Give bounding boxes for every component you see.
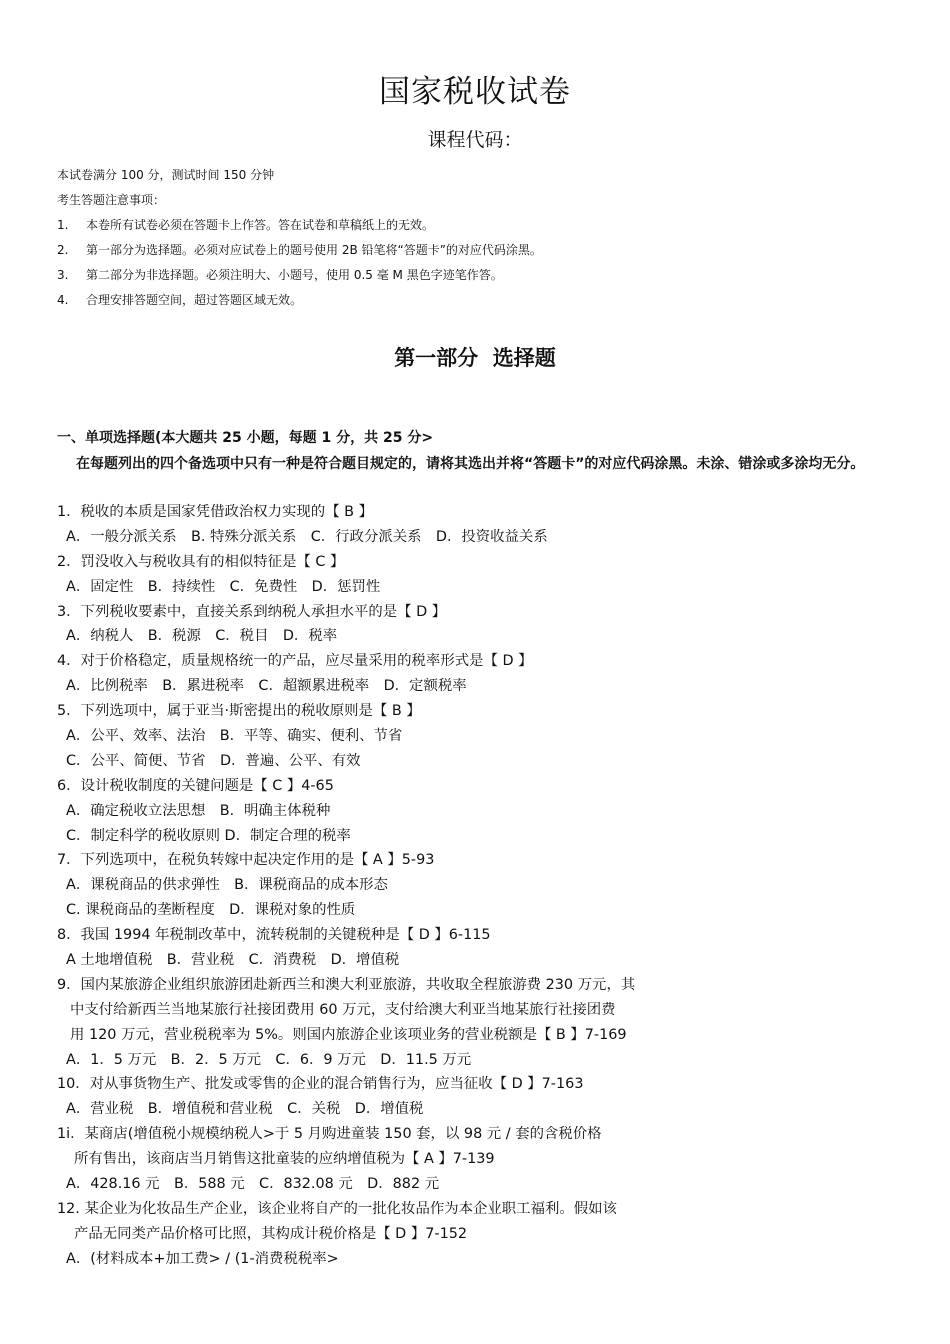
notes-heading: 考生答题注意事项：	[57, 193, 166, 207]
note-item	[57, 288, 542, 313]
question-stem-continued: 所有售出，该商店当月销售这批童装的应纳增值税为【 A 】7-139	[74, 1151, 495, 1168]
course-code-label: 课程代码：	[427, 129, 523, 151]
question-stem: 10．对从事货物生产、批发或零售的企业的混合销售行为，应当征收【 D 】7-163	[57, 1076, 584, 1093]
note-item	[57, 263, 542, 288]
note-number: 1.	[57, 218, 69, 232]
question-list	[57, 500, 635, 1272]
answer-options: A．(材料成本+加工费> / (1-消费税税率>	[66, 1250, 339, 1267]
answer-options: A．课税商品的供求弹性 B．课税商品的成本形态	[66, 877, 388, 894]
answer-options: A．营业税 B．增值税和营业税 C．关税 D．增值税	[66, 1101, 424, 1118]
question-stem: 9．国内某旅游企业组织旅游团赴新西兰和澳大利亚旅游，共收取全程旅游费 230 万元，其	[57, 976, 636, 993]
note-text: 本卷所有试卷必须在答题卡上作答。答在试卷和草稿纸上的无效。	[86, 218, 435, 232]
question-stem: 6．设计税收制度的关键问题是【 C 】4-65	[57, 777, 334, 794]
question-stem-continued: 中支付给新西兰当地某旅行社接团费用 60 万元，支付给澳大利亚当地某旅行社接团费	[70, 1001, 616, 1018]
answer-options: A 土地增值税 B．营业税 C．消费税 D．增值税	[66, 952, 400, 969]
exam-notes	[57, 163, 542, 313]
note-item	[57, 238, 542, 263]
note-text: 第一部分为选择题。必须对应试卷上的题号使用 2B 铅笔将“答题卡”的对应代码涂黑。	[86, 243, 542, 257]
question-stem: 12. 某企业为化妆品生产企业，该企业将自产的一批化妆品作为本企业职工福利。假如该	[57, 1200, 617, 1217]
question-stem: 1i．某商店(增值税小规模纳税人>于 5 月购进童装 150 套，以 98 元 / 套的含税价格	[57, 1126, 602, 1143]
section-instruction: 在每题列出的四个备选项中只有一种是符合题目规定的，请将其选出并将“答题卡”的对应代码涂黑。未涂、错涂或多涂均无分。	[76, 456, 865, 472]
note-item	[57, 213, 542, 238]
answer-options: A．纳税人 B．税源 C．税目 D．税率	[66, 628, 338, 645]
answer-options: C．公平、简便、节省 D．普遍、公平、有效	[66, 752, 361, 769]
answer-options: A．公平、效率、法治 B．平等、确实、便利、节省	[66, 728, 403, 745]
note-text: 第二部分为非选择题。必须注明大、小题号，使用 0.5 毫 M 黑色字迹笔作答。	[86, 268, 503, 282]
question-stem: 7．下列选项中，在税负转嫁中起决定作用的是【 A 】5-93	[57, 852, 435, 869]
question-stem: 8．我国 1994 年税制改革中，流转税制的关键税种是【 D 】6-115	[57, 927, 491, 944]
note-number: 2.	[57, 243, 69, 257]
answer-options: A．一般分派关系 B. 特殊分派关系 C．行政分派关系 D．投资收益关系	[66, 528, 548, 545]
score-time-note: 本试卷满分 100 分，测试时间 150 分钟	[57, 168, 275, 182]
note-text: 合理安排答题空间，超过答题区域无效。	[86, 293, 303, 307]
question-stem-continued: 用 120 万元，营业税税率为 5%。则国内旅游企业该项业务的营业税额是【 B 】7-169	[70, 1026, 627, 1043]
answer-options: A．固定性 B．持续性 C．免费性 D．惩罚性	[66, 578, 381, 595]
question-stem-continued: 产品无同类产品价格可比照，其构成计税价格是【 D 】7-152	[74, 1225, 468, 1242]
question-stem: 3．下列税收要素中，直接关系到纳税人承担水平的是【 D 】	[57, 603, 447, 620]
section-heading: 一、单项选择题(本大题共 25 小题，每题 1 分，共 25 分>	[57, 430, 434, 446]
answer-options: A．428.16 元 B．588 元 C．832.08 元 D．882 元	[66, 1176, 440, 1193]
question-stem: 4．对于价格稳定，质量规格统一的产品，应尽量采用的税率形式是【 D 】	[57, 653, 533, 670]
note-number: 4.	[57, 293, 69, 307]
answer-options: A．确定税收立法思想 B．明确主体税种	[66, 802, 331, 819]
question-stem: 5．下列选项中，属于亚当·斯密提出的税收原则是【 B 】	[57, 703, 421, 720]
answer-options: C. 课税商品的垄断程度 D．课税对象的性质	[66, 902, 356, 919]
question-stem: 1．税收的本质是国家凭借政治权力实现的【 B 】	[57, 504, 373, 520]
answer-options: A．比例税率 B．累进税率 C．超额累进税率 D．定额税率	[66, 678, 467, 695]
answer-options: C．制定科学的税收原则 D．制定合理的税率	[66, 827, 351, 844]
part-heading: 第一部分 选择题	[394, 346, 556, 370]
exam-title: 国家税收试卷	[379, 74, 571, 110]
note-number: 3.	[57, 268, 69, 282]
answer-options: A．1．5 万元 B．2．5 万元 C．6．9 万元 D．11.5 万元	[66, 1051, 472, 1068]
question-stem: 2．罚没收入与税收具有的相似特征是【 C 】	[57, 553, 345, 570]
